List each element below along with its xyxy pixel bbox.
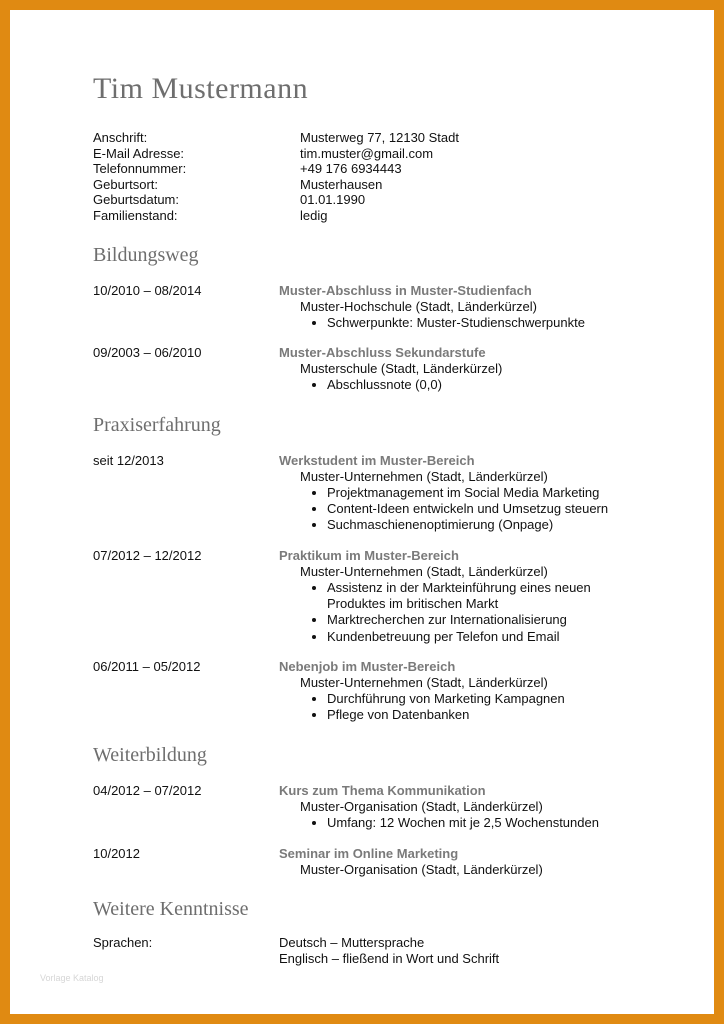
entry-title: Nebenjob im Muster-Bereich (279, 659, 456, 674)
section-heading-experience: Praxiserfahrung (93, 414, 221, 436)
contact-label: Geburtsdatum: (93, 192, 179, 207)
entry-institution: Musterschule (Stadt, Länderkürzel) (300, 361, 503, 376)
contact-label: Anschrift: (93, 130, 148, 145)
contact-value: +49 176 6934443 (300, 161, 402, 176)
entry-title: Kurs zum Thema Kommunikation (279, 783, 486, 798)
entry-bullet-list (279, 691, 679, 723)
watermark: Vorlage Katalog (40, 973, 104, 983)
list-item: • Projektmanagement im Social Media Marketing (327, 485, 679, 501)
entry-title: Muster-Abschluss Sekundarstufe (279, 345, 486, 360)
contact-value: Musterhausen (300, 176, 383, 192)
contact-value: Musterweg 77, 12130 Stadt (300, 130, 459, 145)
section-heading-education: Bildungsweg (93, 244, 199, 266)
language-item: Deutsch – Muttersprache (279, 935, 425, 950)
entry-bullet-list (279, 315, 679, 331)
entry-date: 07/2012 – 12/2012 (93, 548, 202, 563)
entry-date: 09/2003 – 06/2010 (93, 345, 202, 360)
section-heading-skills: Weitere Kenntnisse (93, 898, 249, 920)
cv-name: Tim Mustermann (93, 72, 309, 105)
entry-institution: Muster-Hochschule (Stadt, Länderkürzel) (300, 299, 537, 314)
entry-title: Praktikum im Muster-Bereich (279, 548, 459, 563)
list-item: • Content-Ideen entwickeln und Umsetzug steuern (327, 501, 679, 517)
list-item: • Durchführung von Marketing Kampagnen (327, 691, 679, 707)
list-item: • Schwerpunkte: Muster-Studienschwerpunkte (327, 315, 679, 331)
cv-page (10, 10, 714, 1014)
entry-bullet-list (279, 815, 679, 831)
language-item: Englisch – fließend in Wort und Schrift (279, 951, 500, 966)
list-item: • Umfang: 12 Wochen mit je 2,5 Wochenstunden (327, 815, 679, 831)
list-item: • Assistenz in der Markteinführung eines neuen Produktes im britischen Markt (327, 580, 627, 612)
entry-institution: Muster-Unternehmen (Stadt, Länderkürzel) (300, 675, 548, 690)
list-item: • Abschlussnote (0,0) (327, 377, 679, 393)
list-item: • Kundenbetreuung per Telefon und Email (327, 629, 627, 645)
entry-title: Werkstudent im Muster-Bereich (279, 453, 475, 468)
entry-date: seit 12/2013 (93, 453, 164, 468)
entry-bullet-list (279, 580, 627, 645)
entry-title: Muster-Abschluss in Muster-Studienfach (279, 283, 532, 298)
list-item: • Suchmaschienenoptimierung (Onpage) (327, 517, 679, 533)
contact-row (93, 161, 459, 177)
contact-label: Telefonnummer: (93, 161, 187, 176)
contact-value: tim.muster@gmail.com (300, 145, 434, 161)
entry-bullet-list (279, 485, 679, 534)
entry-date: 10/2012 (93, 846, 140, 861)
list-item: • Pflege von Datenbanken (327, 707, 679, 723)
entry-bullet-list (279, 377, 679, 393)
entry-institution: Muster-Unternehmen (Stadt, Länderkürzel) (300, 469, 548, 484)
contact-label: Familienstand: (93, 207, 178, 223)
contact-row (93, 177, 459, 193)
entry-date: 04/2012 – 07/2012 (93, 783, 202, 798)
contact-row (93, 146, 459, 162)
contact-label: E-Mail Adresse: (93, 145, 185, 161)
entry-date: 06/2011 – 05/2012 (93, 659, 201, 674)
contact-row (93, 208, 459, 224)
entry-institution: Muster-Unternehmen (Stadt, Länderkürzel) (300, 564, 548, 579)
entry-date: 10/2010 – 08/2014 (93, 283, 202, 298)
contact-value: ledig (300, 207, 328, 223)
entry-institution: Muster-Organisation (Stadt, Länderkürzel) (300, 862, 543, 877)
contact-block (93, 130, 459, 223)
list-item: • Marktrecherchen zur Internationalisierung (327, 612, 627, 628)
contact-value: 01.01.1990 (300, 192, 366, 207)
entry-institution: Muster-Organisation (Stadt, Länderkürzel) (300, 799, 543, 814)
section-heading-training: Weiterbildung (93, 744, 207, 766)
contact-label: Geburtsort: (93, 176, 159, 192)
entry-title: Seminar im Online Marketing (279, 846, 459, 861)
languages-label: Sprachen: (93, 935, 153, 950)
contact-row (93, 130, 459, 146)
contact-row (93, 192, 459, 208)
